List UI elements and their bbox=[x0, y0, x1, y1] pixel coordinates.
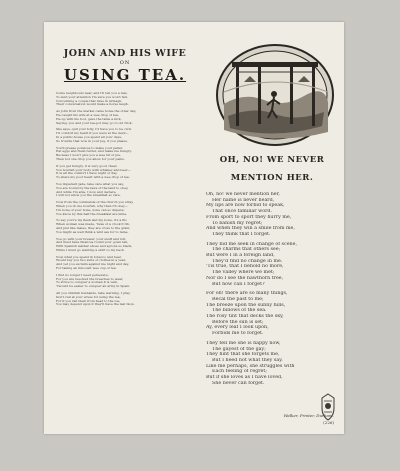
verse-line: Before the sun is set; bbox=[212, 319, 264, 325]
verse-line: Eat eggs and fresh butter, and make me hungry, bbox=[56, 150, 132, 154]
verse-line: You go with your brewer, your snuff and roll, bbox=[56, 237, 127, 241]
verse-line: He caught his wife at a wee drop of tea, bbox=[56, 113, 119, 117]
verse-line: And yet you exclaim against me night and day, bbox=[56, 263, 129, 267]
verse-line: You know by this half the breakfast are mine. bbox=[56, 212, 128, 216]
verse-line: Like me perhaps, she struggles with bbox=[206, 363, 295, 369]
woodcut-image bbox=[214, 42, 336, 148]
stanza bbox=[56, 165, 198, 180]
stanza bbox=[56, 274, 198, 289]
verse-line: 'Tis true, that I behold no more, bbox=[206, 264, 284, 270]
stanza bbox=[206, 192, 340, 238]
verse-line: They'd find no change in me. bbox=[212, 258, 283, 264]
verse-line: My lips are now forbid to speak, bbox=[206, 203, 285, 209]
verse-line: To share my poor heart with a wee drop of tea. bbox=[56, 176, 130, 180]
verse-line: But how can I forget? bbox=[212, 281, 265, 287]
verse-line: As John from the market came home the other day, bbox=[56, 110, 137, 114]
stanza bbox=[56, 256, 198, 271]
verse-line: You are bound by the laws of the land to obey, bbox=[56, 186, 129, 190]
right-ballad-text bbox=[206, 192, 340, 391]
verse-line: Come neighbours near, and I'll tell you a tale, bbox=[56, 92, 128, 95]
verse-line: He up with his foot, gave the table a kick, bbox=[56, 117, 122, 121]
verse-line: But if she loves as I have loved, bbox=[206, 375, 283, 381]
verse-line: In a public-house you spend all your days, bbox=[56, 135, 122, 139]
verse-line: To banish my regret; bbox=[212, 220, 263, 226]
verse-line: You nourish your body with whiskey and beer— bbox=[56, 168, 131, 172]
right-title-line2: MENTION HER. bbox=[230, 173, 314, 183]
verse-line: All you childish husbands, take warning, I pray, bbox=[56, 292, 131, 296]
verse-line: Concerning a couple that lives in Armagh, bbox=[56, 99, 123, 103]
verse-line: 'Twould be easier to conquer an army in Spain. bbox=[56, 285, 131, 289]
stanza bbox=[56, 110, 198, 125]
verse-line: The valley where we met; bbox=[212, 270, 275, 276]
verse-line: The rosy tint that decks the sky, bbox=[206, 314, 284, 320]
verse-line: With Spanish leather shoes and aprons so black, bbox=[56, 245, 133, 249]
verse-line: Then not one drop you allow for your pains. bbox=[56, 157, 125, 161]
stanza bbox=[56, 183, 198, 198]
verse-line: I'll comfort my heart if you were at the devil— bbox=[56, 132, 129, 136]
verse-line: Because I won't give you a wee bit of pie, bbox=[56, 154, 122, 158]
verse-line: Don't rail at your wives for using the tea, bbox=[56, 295, 121, 299]
verse-line: You might as well think a wild ass for to tame. bbox=[56, 230, 129, 234]
verse-line: You may depend upon it they'll have the last blow. bbox=[56, 303, 135, 307]
left-ballad-text bbox=[56, 92, 198, 310]
verse-line: And while I'm able, I now and declare, bbox=[56, 190, 117, 194]
verse-line: The billows of the sea. bbox=[212, 308, 267, 314]
stanza bbox=[56, 238, 198, 253]
verse-line: But I heed not what they say. bbox=[212, 357, 283, 363]
verse-line: When woman was made, 'twas of a crook'd rib, bbox=[56, 223, 130, 227]
verse-line: For you are resolved the breeches to wear, bbox=[56, 277, 124, 281]
verse-line: They bid me seek in change of scene, bbox=[206, 241, 297, 247]
verse-line: Now from the commands of the church you stray, bbox=[56, 201, 134, 205]
verse-line: For if you rail them from head to the toe, bbox=[56, 299, 121, 303]
verse-line: I find no longer I need persevere, bbox=[56, 273, 109, 277]
verse-line: And when they win a smile from me, bbox=[206, 226, 295, 232]
verse-line: I will not allow you the breakfast so rare. bbox=[56, 194, 121, 198]
verse-line: They tell me she is happy now, bbox=[206, 340, 281, 346]
verse-line: They hint that she forgets me, bbox=[206, 352, 280, 358]
verse-line: From sport to sport they hurry me, bbox=[206, 214, 292, 220]
verse-line: Her name is never heard, bbox=[212, 197, 275, 203]
stanza bbox=[56, 201, 198, 216]
verse-line: Forbids me to forget. bbox=[212, 331, 264, 337]
verse-line: She never can forget. bbox=[212, 380, 265, 386]
verse-line: If you get hungry, it is very good cheer, bbox=[56, 164, 118, 168]
broadside-sheet bbox=[44, 22, 344, 434]
verse-line: To lend your attention I'm sure you won't fail, bbox=[56, 95, 128, 99]
verse-line: And just like males, they are cross to the grain, bbox=[56, 226, 131, 230]
verse-line: You impudent jade, take care what you say, bbox=[56, 182, 124, 186]
stanza bbox=[206, 341, 340, 387]
stanza bbox=[56, 128, 198, 143]
verse-line: I'm bone of your bone, none can so dispute, bbox=[56, 208, 125, 212]
stanza bbox=[56, 292, 198, 307]
verse-line: Would buy you two suits of clothes in a year, bbox=[56, 259, 126, 263]
verse-line: To strive to conquer a woman it is vain, bbox=[56, 281, 118, 285]
sheet-number: (226) bbox=[323, 420, 334, 425]
verse-line: When you do me nourish, why then I'll obey— bbox=[56, 204, 128, 208]
stanza bbox=[56, 147, 198, 162]
stanza bbox=[56, 92, 198, 107]
verse-line: Saying, you and your tea-pot may go to old Nick. bbox=[56, 121, 133, 125]
left-title-line3: USING TEA. bbox=[63, 66, 187, 84]
verse-line: And must have finances round your gown tail, bbox=[56, 241, 129, 245]
right-title-line1: OH, NO! WE NEVER bbox=[219, 155, 325, 165]
stanza bbox=[56, 219, 198, 234]
left-title-line1: JOHN AND HIS WIFE bbox=[63, 48, 187, 59]
verse-line: While I must go wanting a shirt to my back. bbox=[56, 248, 125, 252]
verse-line: For oh! there are so many things, bbox=[206, 291, 288, 297]
verse-line: That once familiar word. bbox=[212, 209, 272, 215]
verse-line: Their conversation would make a horse laugh. bbox=[56, 103, 129, 107]
verse-line: The charms that others see; bbox=[212, 247, 281, 253]
verse-line: They think that I forget. bbox=[212, 231, 271, 237]
verse-line: The gayest of the gay; bbox=[212, 346, 266, 352]
verse-line: So trouble that now in your jug, if you please. bbox=[56, 139, 128, 143]
verse-line: It is all the comfort I have night or day, bbox=[56, 172, 118, 176]
verse-line: To say you're my flesh and my bone, it's a fib, bbox=[56, 219, 128, 223]
verse-line: Oh, no! we never mention her, bbox=[206, 192, 280, 197]
verse-line: You'll grease potatoes to make your pallet, bbox=[56, 146, 123, 150]
verse-line: Recal the past to me; bbox=[212, 296, 264, 302]
verse-line: She says, quit your folly, I'd have you to be civil, bbox=[56, 128, 132, 132]
woodcut-illustration bbox=[214, 42, 336, 148]
stanza bbox=[206, 242, 340, 288]
verse-line: Ay, every leaf I look upon, bbox=[206, 325, 269, 331]
left-title-line2: ON bbox=[119, 60, 131, 66]
printer-imprint: Walker, Printer, Durham. bbox=[283, 413, 334, 418]
verse-line: Each feeling of regret; bbox=[212, 369, 267, 375]
verse-line: Nor do I see the hawthorn tree, bbox=[206, 275, 284, 281]
stanza bbox=[206, 291, 340, 337]
library-stamp-icon bbox=[318, 392, 338, 422]
verse-line: For taking an innocent wee cup of tea. bbox=[56, 267, 117, 271]
verse-line: Now what you spend in tobacco and beer, bbox=[56, 255, 122, 259]
verse-line: But were I in a foreign land, bbox=[206, 253, 275, 259]
verse-line: The breeze upon the sunny hills, bbox=[206, 302, 286, 308]
